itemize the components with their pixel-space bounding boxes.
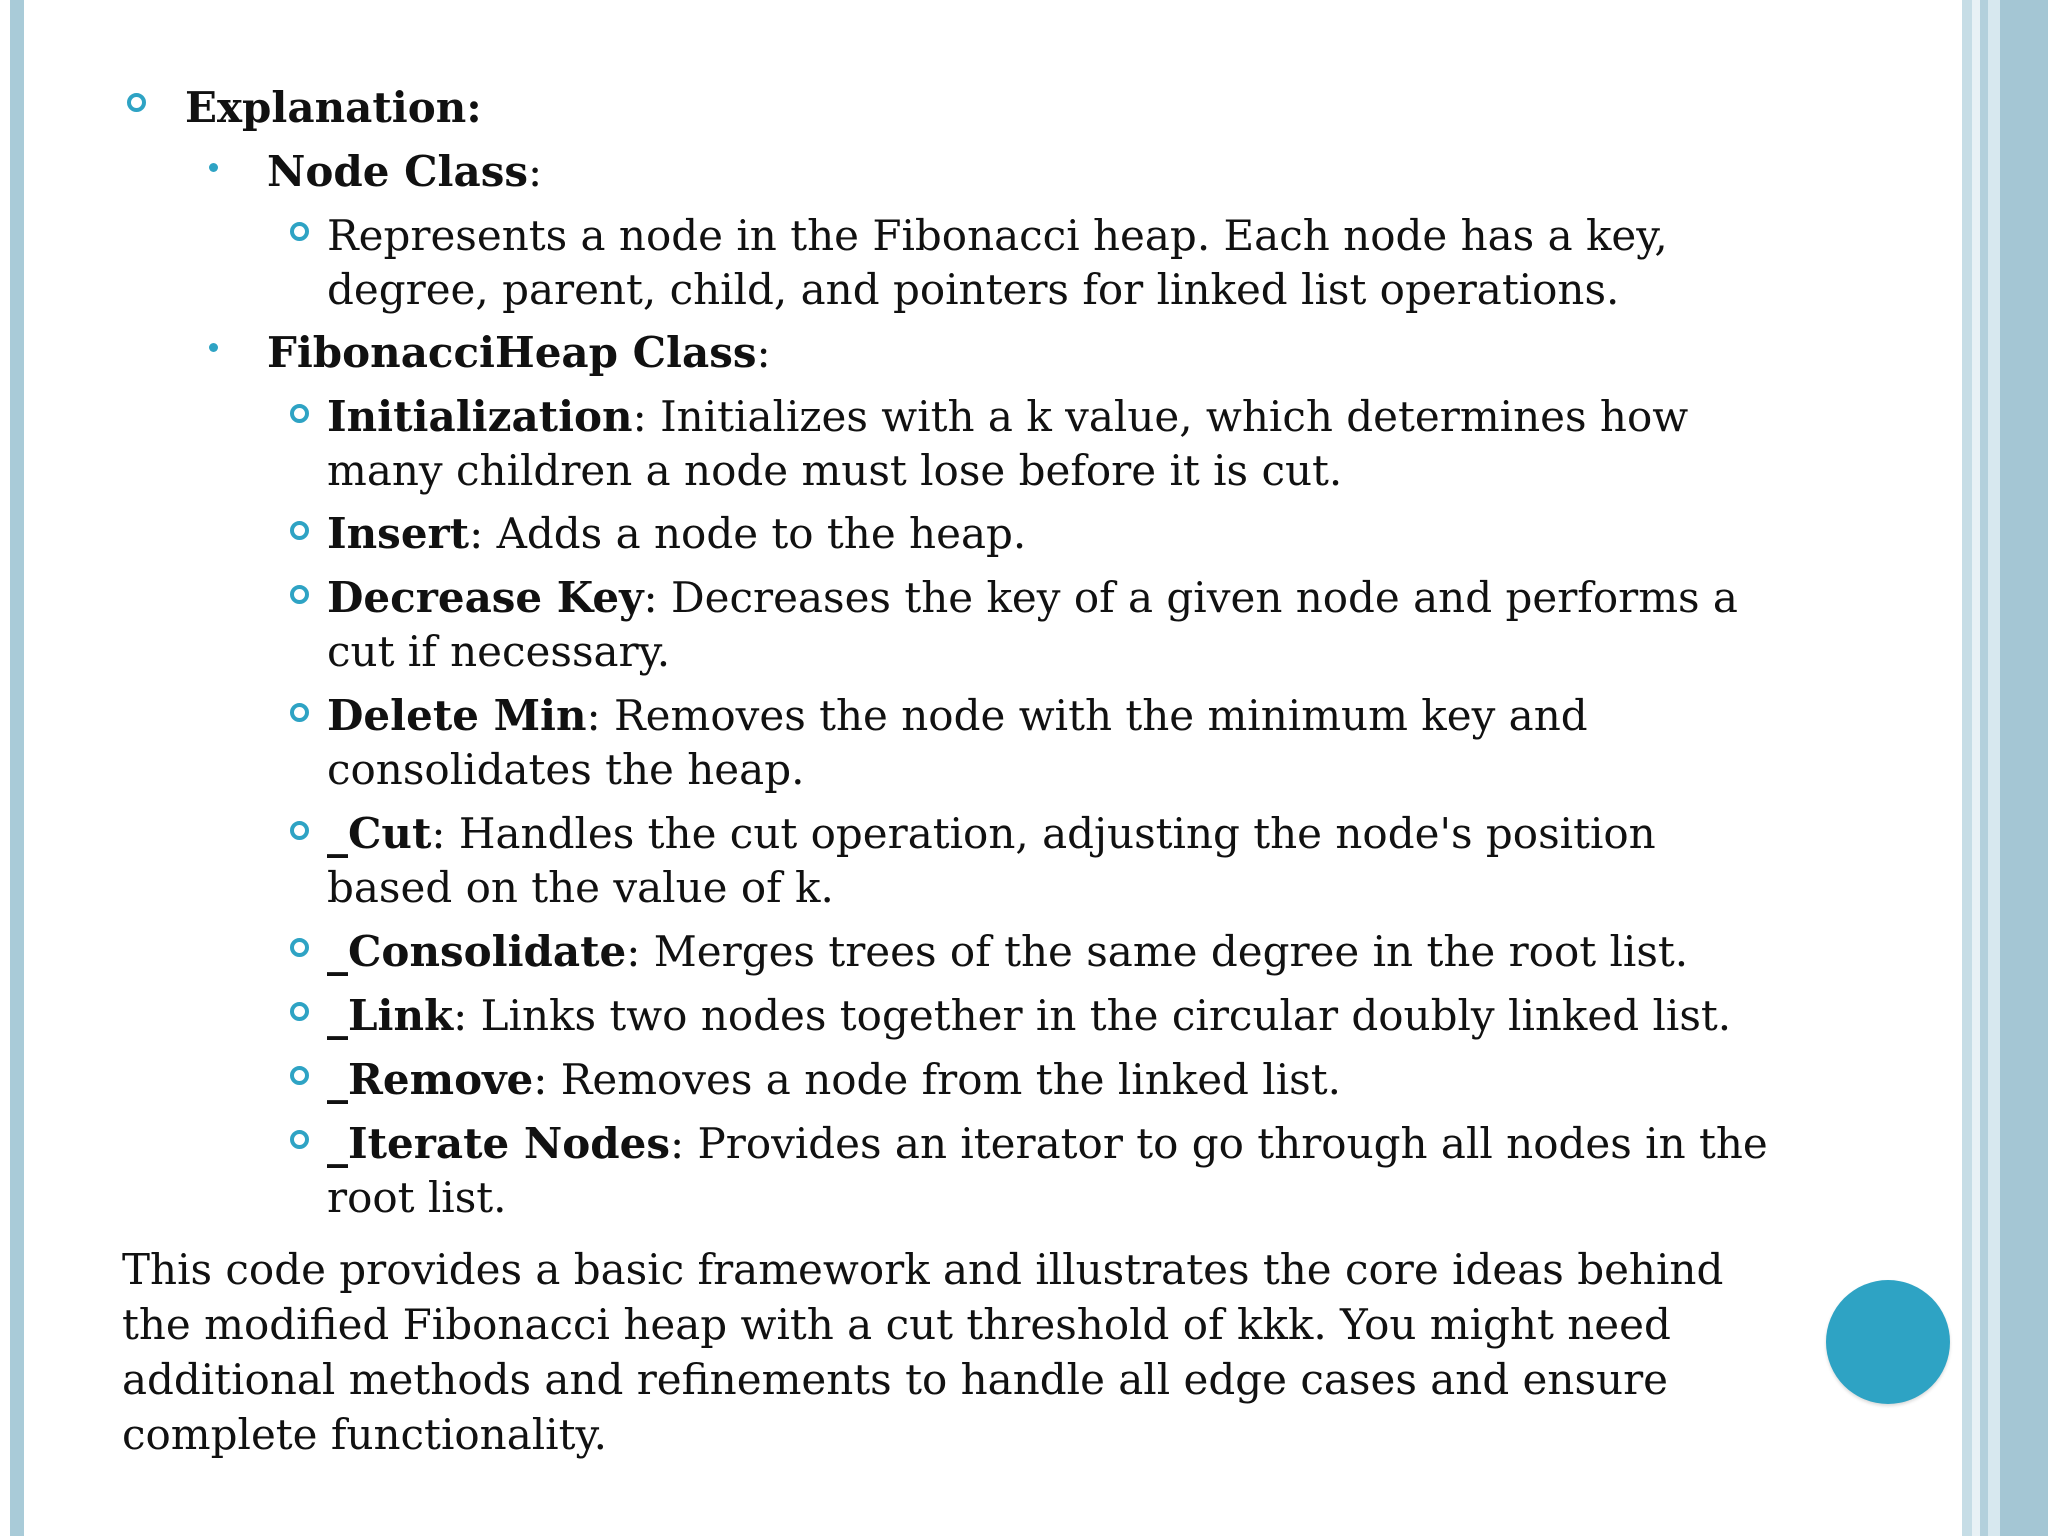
method-line2: cut if necessary. — [327, 627, 671, 676]
right-decor-stripe — [1972, 0, 1980, 1536]
method-line2: many children a node must lose before it is cut. — [327, 446, 1343, 495]
ring-bullet-icon — [290, 521, 309, 540]
ring-bullet-icon — [290, 404, 309, 423]
summary-line3: additional methods and refinements to handle all edge cases and ensure — [122, 1355, 1669, 1404]
explanation-heading: Explanation: — [185, 83, 482, 132]
fibheap-class-title: FibonacciHeap Class: — [267, 328, 771, 377]
ring-bullet-icon — [290, 1066, 309, 1085]
right-decor-stripe — [1980, 0, 1988, 1536]
method-line1: Insert: Adds a node to the heap. — [327, 509, 1027, 558]
summary-line4: complete functionality. — [122, 1410, 607, 1459]
method-line1: Delete Min: Removes the node with the minimum key and — [327, 691, 1588, 740]
node-class-desc-line1: Represents a node in the Fibonacci heap. Each node has a key, — [327, 211, 1668, 260]
ring-bullet-icon — [290, 1130, 309, 1149]
method-line2: based on the value of k. — [327, 863, 834, 912]
node-class-title: Node Class: — [267, 147, 543, 196]
method-line1: Decrease Key: Decreases the key of a given node and performs a — [327, 573, 1738, 622]
left-border-strip — [10, 0, 24, 1536]
ring-bullet-icon — [127, 93, 146, 112]
method-line1: Initialization: Initializes with a k value, which determines how — [327, 392, 1689, 441]
right-decor-stripe — [1988, 0, 2000, 1536]
node-class-desc-line2: degree, parent, child, and pointers for linked list operations. — [327, 265, 1620, 314]
dot-bullet-icon — [209, 163, 218, 172]
method-line1: _Link: Links two nodes together in the circular doubly linked list. — [327, 991, 1732, 1040]
method-line1: _Consolidate: Merges trees of the same degree in the root list. — [327, 927, 1689, 976]
method-line2: consolidates the heap. — [327, 745, 805, 794]
right-decor-stripe — [2000, 0, 2048, 1536]
ring-bullet-icon — [290, 938, 309, 957]
summary-line2: the modified Fibonacci heap with a cut threshold of kkk. You might need — [122, 1300, 1671, 1349]
ring-bullet-icon — [290, 585, 309, 604]
dot-bullet-icon — [209, 343, 218, 352]
ring-bullet-icon — [290, 703, 309, 722]
method-line1: _Remove: Removes a node from the linked list. — [327, 1055, 1341, 1104]
method-line1: _Cut: Handles the cut operation, adjusting the node's position — [327, 809, 1656, 858]
right-decor-stripe — [1962, 0, 1972, 1536]
ring-bullet-icon — [290, 1002, 309, 1021]
ring-bullet-icon — [290, 222, 309, 241]
ring-bullet-icon — [290, 821, 309, 840]
method-line1: _Iterate Nodes: Provides an iterator to go through all nodes in the — [327, 1119, 1768, 1168]
summary-line1: This code provides a basic framework and illustrates the core ideas behind — [122, 1245, 1724, 1294]
decorative-circle — [1826, 1280, 1950, 1404]
method-line2: root list. — [327, 1173, 507, 1222]
